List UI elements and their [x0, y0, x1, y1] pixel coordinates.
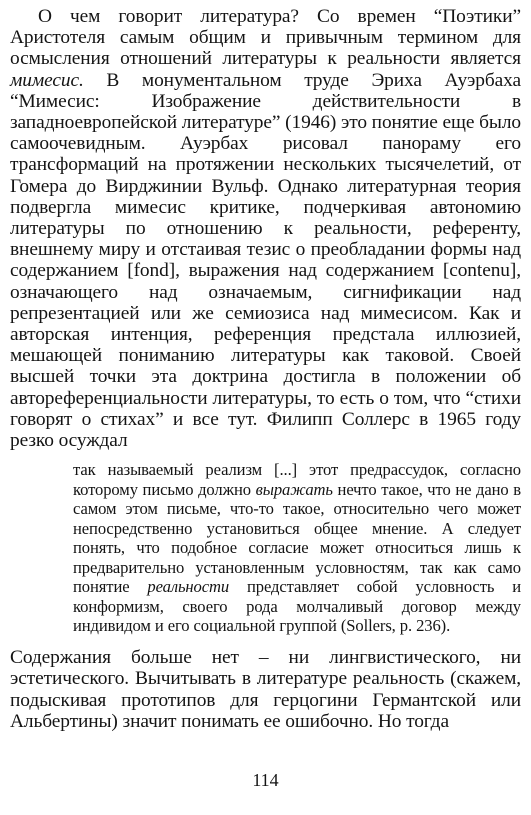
quote-emphasis-express: выражать [255, 479, 333, 499]
body-paragraph [10, 6, 521, 451]
paragraph-text-start: О чем говорит литература? Со времен “Поэтики” Аристотеля самым общим и привычным термином для осмысления отношений литературы к реальности является [10, 6, 521, 70]
block-quote [73, 460, 521, 636]
quote-text-end: представляет собой условность и конформизм, своего рода молчаливый договор между индивидом и его социальной группой (Sollers, p. 236). [73, 577, 521, 636]
quote-text-start: так называемый реализм [...] этот предрассудок, согласно которому письмо должно [73, 460, 521, 499]
quote-emphasis-reality: реальности [147, 577, 230, 597]
paragraph-text-end: В монументальном труде Эриха Ауэрбаха “Мимесис: Изображение действительности в западноевропейской литературе” (1946) это понятие еще было самоочевидным. Ауэрбах рисовал панораму его трансформаций на протяжении нескольких тысячелетий, от Гомера до Вирджинии Вульф. Однако литературная теория подвергла мимесис критике, подчеркивая автономию литературы по отношению к реальности, референту, внешнему миру и отстаивая тезис о преобладании формы над содержанием [fond], выражения над содержанием [contenu], означающего над означаемым, сигнификации над репрезентацией или же семиозиса над мимесисом. Как и авторская интенция, референция предстала иллюзией, мешающей пониманию литературы как таковой. Своей высшей точки эта доктрина достигла в положении об автореференциальности литературы, то есть о том, что “стихи говорят о стихах” и все тут. Филипп Соллерс в 1965 году резко осуждал [10, 69, 522, 452]
quote-text-middle: нечто такое, что не дано в самом этом письме, что-то такое, относительно чего может непосредственно установиться общее мнение. А следует понять, что подобное согласие может относиться лишь к предварительно установленным условностям, так как само понятие [73, 479, 521, 597]
term-mimesis: мимесис. [10, 69, 84, 91]
continuation-paragraph: Содержания больше нет – ни лингвистического, ни эстетического. Вычитывать в литературе реальность (скажем, подыскивая прототипов для герцогини Германтской или Альбертины) значит понимать ее ошибочно. Но тогда [10, 646, 521, 732]
page-number: 114 [252, 770, 279, 790]
